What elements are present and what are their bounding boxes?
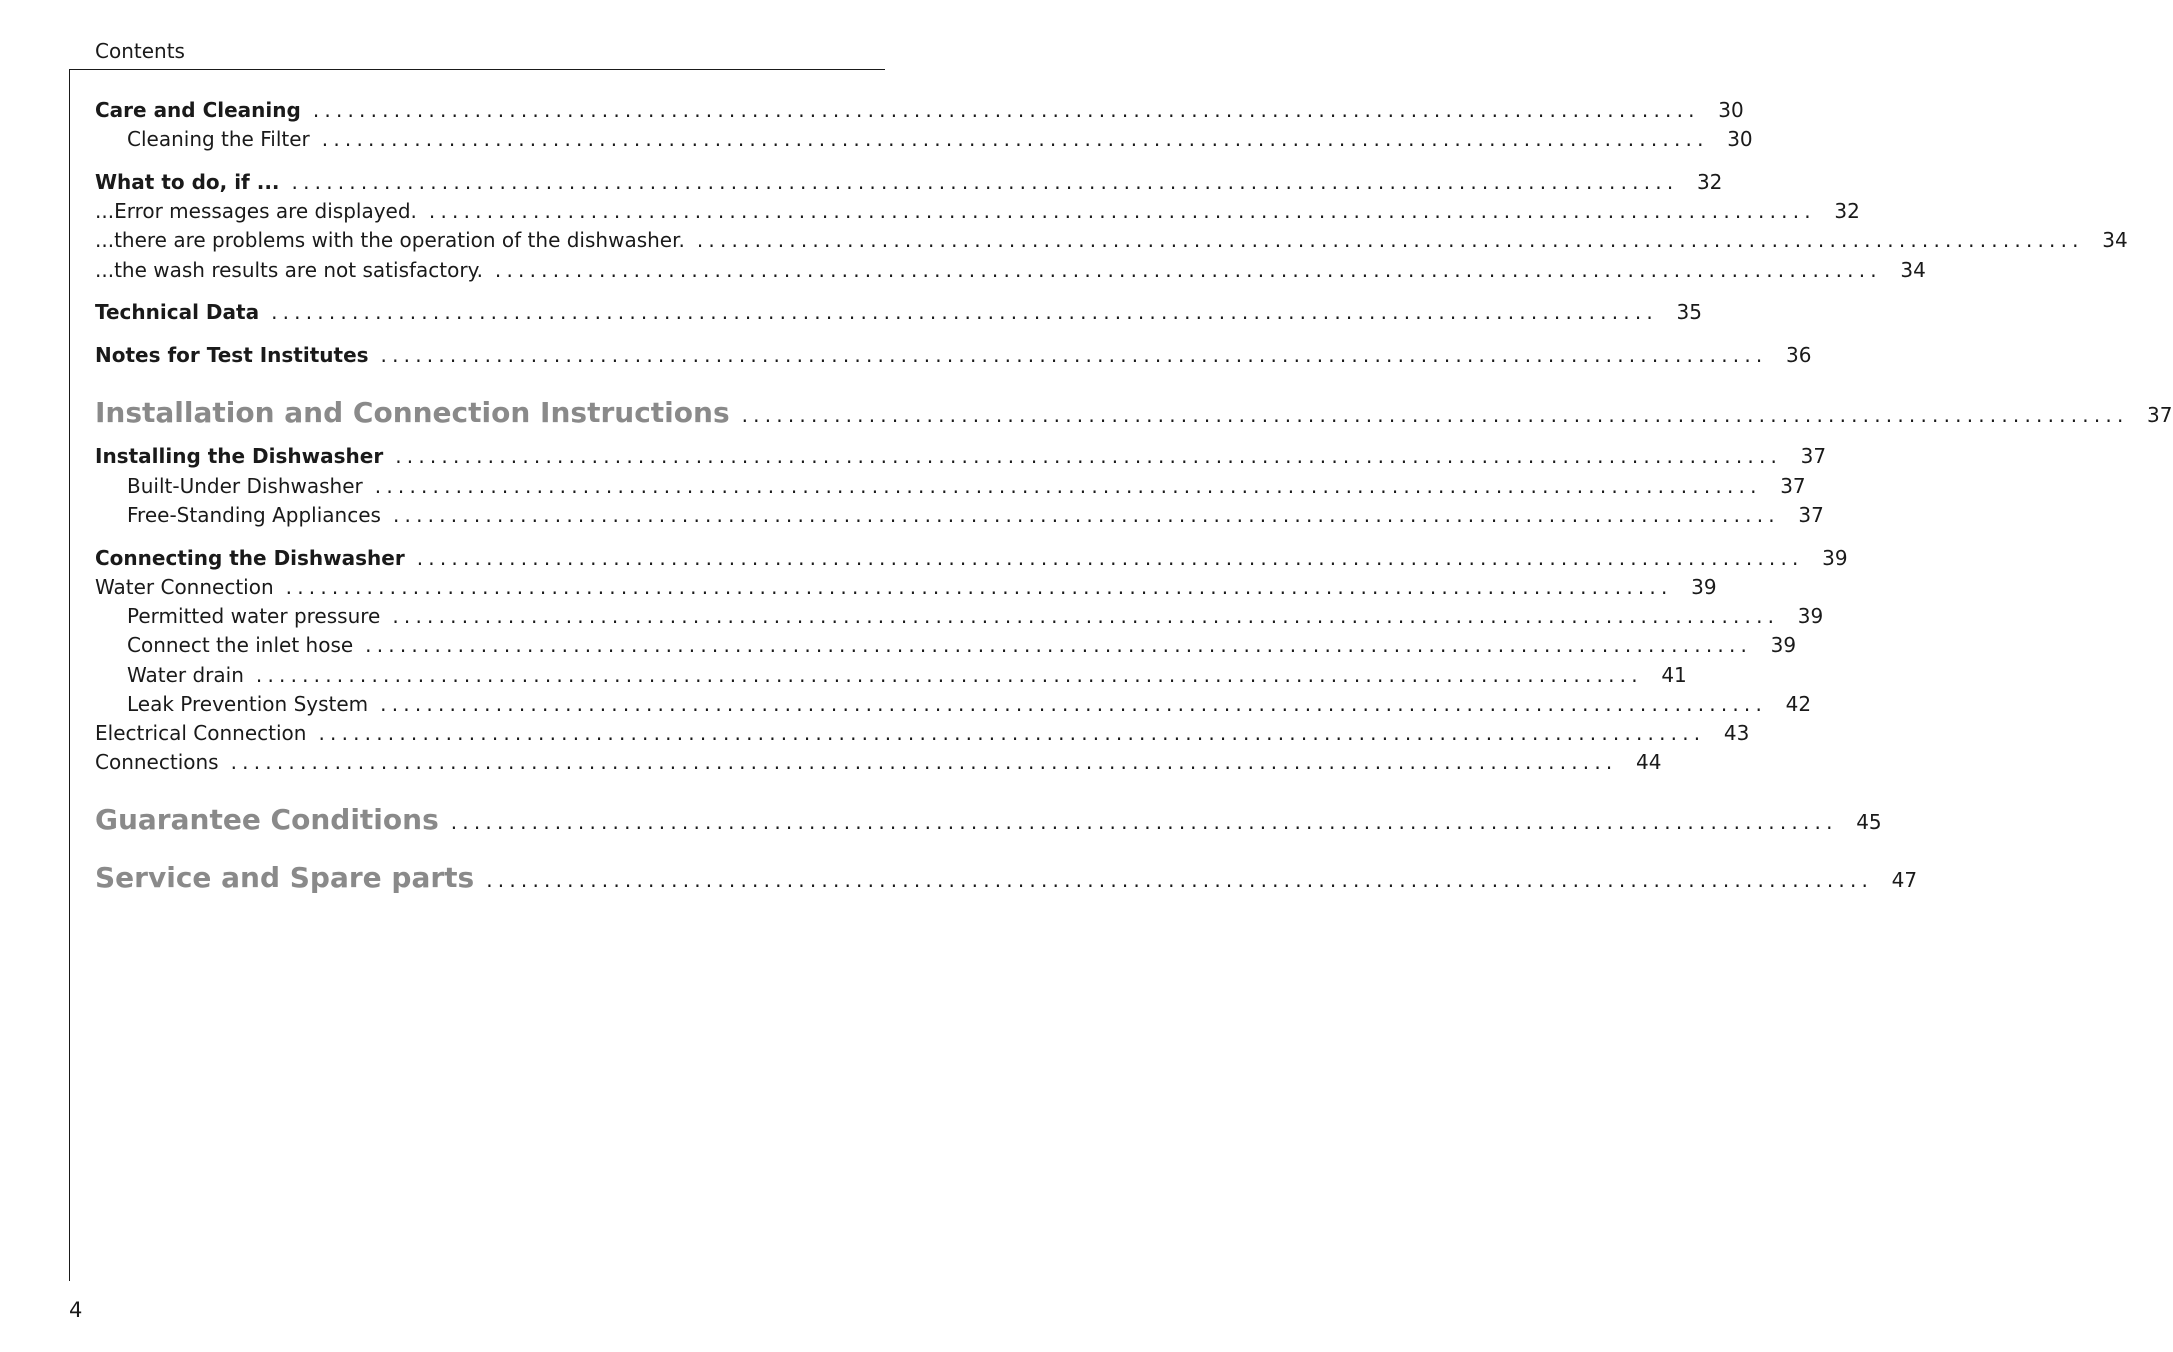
toc-entry [95, 97, 1744, 123]
toc-leader-dots: ........................................................................................................................ [291, 170, 1679, 194]
toc-leader-dots: ........................................................................................................................ [486, 868, 1874, 892]
toc-entry-page: 32 [1834, 199, 1860, 223]
toc-entry-title: Cleaning the Filter [127, 127, 310, 151]
toc-entry [127, 126, 1753, 152]
toc-entry-page: 34 [2102, 228, 2128, 252]
toc-leader-dots: ........................................................................................................................ [450, 810, 1838, 834]
toc-entry-page: 32 [1696, 170, 1723, 194]
toc-entry [127, 473, 1806, 499]
toc-leader-dots: ........................................................................................................................ [312, 98, 1700, 122]
toc-entry-page: 47 [1891, 868, 1918, 892]
toc-entry-title: Service and Spare parts [95, 861, 475, 894]
toc-entry [127, 502, 1824, 528]
toc-entry-page: 39 [1770, 633, 1797, 657]
toc-entry-title: Technical Data [95, 300, 260, 324]
toc-entry-title: Connecting the Dishwasher [95, 546, 405, 570]
toc-leader-dots: ........................................................................................................................ [365, 633, 1753, 657]
toc-leader-dots: ........................................................................................................................ [416, 546, 1804, 570]
toc-entry [95, 198, 1860, 224]
toc-entry-title: Notes for Test Institutes [95, 343, 369, 367]
toc-entry-title: What to do, if ... [95, 170, 280, 194]
toc-entry-title: Installing the Dishwasher [95, 444, 384, 468]
toc-leader-dots: ........................................................................................................................ [380, 343, 1768, 367]
toc-entry [95, 257, 1926, 283]
toc-entry [127, 603, 1824, 629]
toc-leader-dots: ........................................................................................................................ [696, 228, 2084, 252]
toc-entry-title: Care and Cleaning [95, 98, 301, 122]
toc-entry [95, 803, 1882, 839]
toc-entry [95, 720, 1750, 746]
toc-entry-title: Installation and Connection Instructions [95, 396, 730, 429]
toc-leader-dots: ........................................................................................................................ [255, 663, 1643, 687]
toc-entry-title: Water Connection [95, 575, 274, 599]
toc-entry [95, 749, 1662, 775]
toc-entry-title: Leak Prevention System [127, 692, 369, 716]
toc-entry-page: 35 [1676, 300, 1702, 324]
toc-entry-page: 37 [1800, 444, 1827, 468]
toc-entry [95, 443, 1827, 469]
toc-entry [95, 169, 1723, 195]
toc-entry-page: 39 [1822, 546, 1848, 570]
toc-entry-page: 37 [2147, 403, 2173, 427]
toc-entry [95, 227, 2128, 253]
toc-entry-page: 39 [1797, 604, 1824, 628]
toc-entry-page: 43 [1723, 721, 1750, 745]
toc-leader-dots: ........................................................................................................................ [395, 444, 1783, 468]
toc-entry [95, 861, 1918, 897]
toc-entry-title: Guarantee Conditions [95, 803, 439, 836]
toc-entry [95, 574, 1717, 600]
toc-entry-page: 30 [1727, 127, 1753, 151]
toc-entry [127, 691, 1812, 717]
toc-leader-dots: ........................................................................................................................ [374, 474, 1762, 498]
toc-leader-dots: ........................................................................................................................ [494, 258, 1882, 282]
toc-entry-page: 44 [1636, 750, 1662, 774]
toc-entry-page: 34 [1900, 258, 1926, 282]
toc-leader-dots: ........................................................................................................................ [321, 127, 1709, 151]
toc-leader-dots: ........................................................................................................................ [318, 721, 1706, 745]
section-header-label: Contents [95, 39, 185, 63]
toc-leader-dots: ........................................................................................................................ [392, 604, 1780, 628]
toc-entry-title: Permitted water pressure [127, 604, 381, 628]
toc-entry [95, 342, 1812, 368]
toc-entry-page: 41 [1661, 663, 1687, 687]
toc-entry-title: ...there are problems with the operation of the dishwasher. [95, 228, 685, 252]
toc-entry [127, 662, 1687, 688]
toc-entry [95, 299, 1702, 325]
page-number: 4 [69, 1298, 83, 1322]
toc-entry-page: 30 [1718, 98, 1744, 122]
toc-entry-title: Connections [95, 750, 219, 774]
toc-entry-page: 45 [1856, 810, 1882, 834]
toc-entry-title: Electrical Connection [95, 721, 307, 745]
toc-entry-page: 42 [1785, 692, 1812, 716]
toc-leader-dots: ........................................................................................................................ [380, 692, 1768, 716]
toc-leader-dots: ........................................................................................................................ [285, 575, 1673, 599]
toc-entry-title: ...Error messages are displayed. [95, 199, 417, 223]
toc-entry-page: 39 [1691, 575, 1717, 599]
toc-entry-page: 36 [1785, 343, 1812, 367]
toc-entry-title: Free-Standing Appliances [127, 503, 381, 527]
toc-entry-title: Water drain [127, 663, 244, 687]
toc-leader-dots: ........................................................................................................................ [271, 300, 1658, 324]
toc-entry-title: Connect the inlet hose [127, 633, 354, 657]
toc-entry-title: ...the wash results are not satisfactory. [95, 258, 483, 282]
toc-entry [127, 632, 1797, 658]
toc-entry [95, 396, 2173, 432]
toc-leader-dots: ........................................................................................................................ [741, 403, 2129, 427]
toc-leader-dots: ........................................................................................................................ [428, 199, 1816, 223]
toc-entry-page: 37 [1780, 474, 1806, 498]
toc-entry-page: 37 [1798, 503, 1824, 527]
toc-leader-dots: ........................................................................................................................ [230, 750, 1618, 774]
toc-entry [95, 545, 1848, 571]
toc-entry-title: Built-Under Dishwasher [127, 474, 363, 498]
toc-leader-dots: ........................................................................................................................ [392, 503, 1780, 527]
